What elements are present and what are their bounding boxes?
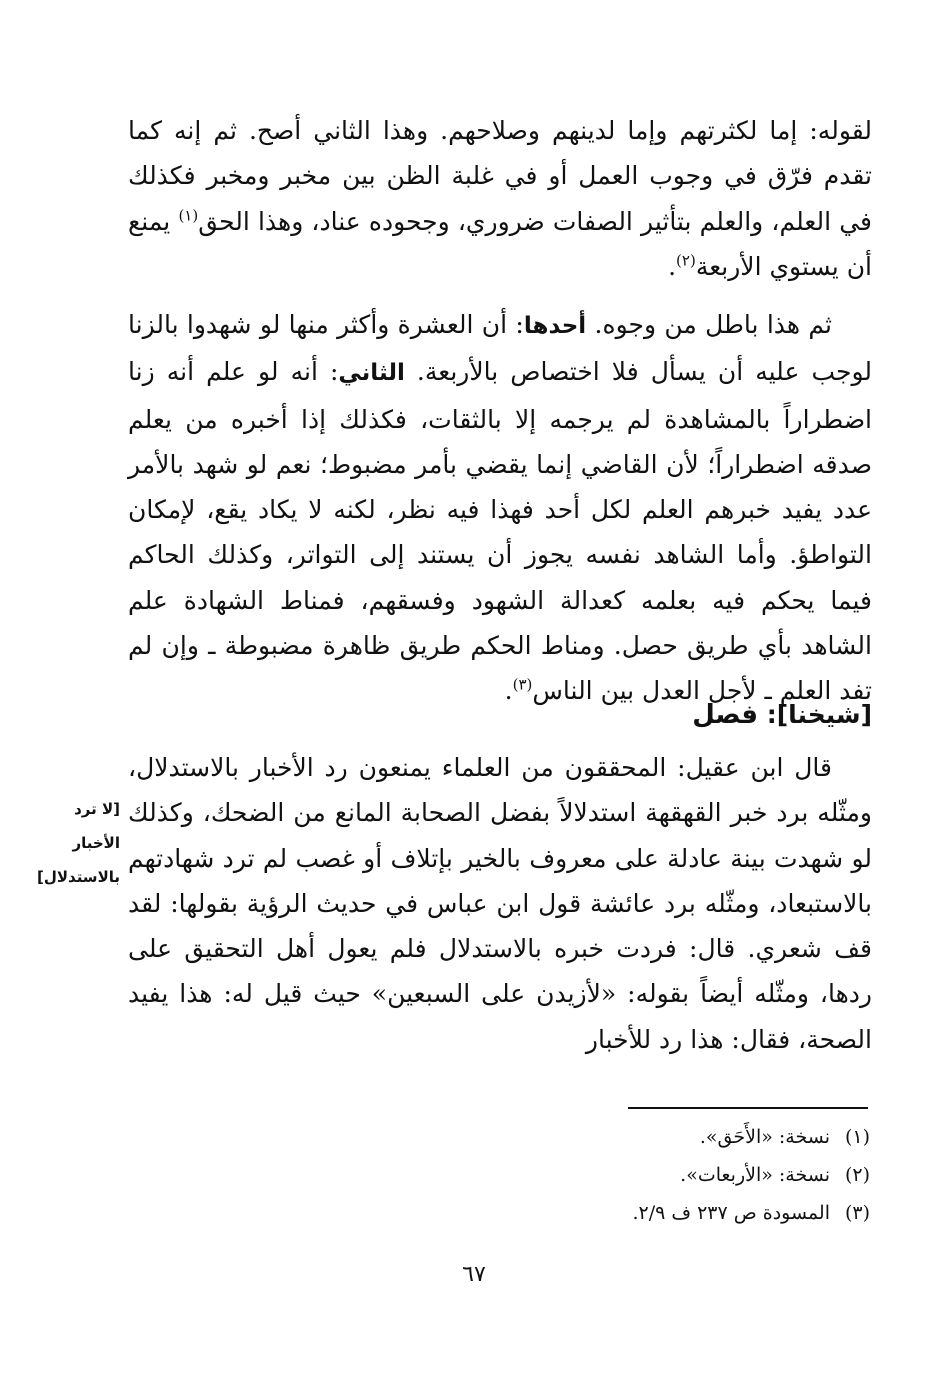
paragraph-1 [128,108,872,289]
margin-note-line-2: الأخبار [72,834,120,852]
footnote-marker-2: (٢) [676,251,696,270]
page-number: ٦٧ [462,1262,486,1287]
paragraph-2 [128,302,872,714]
footnote [170,1156,870,1194]
paragraph-1-text-a: لقوله: إما لكثرتهم وإما لدينهم وصلاحهم. وهذا الثاني أصح. ثم إنه كما تقدم فرّق في وجوب العمل أو في غلبة الظن بين مخبر ومخبر فكذلك في العلم، والعلم بتأثير الصفات ضروري، وجحوده عناد، وهذا الحق [128,116,872,236]
label-first: أحدها [523,313,587,339]
paragraph-3-text: قال ابن عقيل: المحققون من العلماء يمنعون رد الأخبار بالاستدلال، ومثّله برد خبر القهقهة استدلالاً بفضل الصحابة المانع من الضحك، وكذلك لو شهدت بينة عادلة على معروف بالخير بإتلاف أو غصب لم ترد شهادتهم بالاستبعاد، ومثّله برد عائشة قول ابن عباس في حديث الرؤية بقولها: لقد قف شعري. قال: فردت خبره بالاستدلال فلم يعول أهل التحقيق على ردها، ومثّله أيضاً بقوله: «لأزيدن على السبعين» حيث قيل له: هذا يفيد الصحة، فقال: هذا رد للأخبار [128,753,872,1054]
footnote [170,1194,870,1232]
footnotes [170,1118,870,1232]
footnote-marker-3: (٣) [512,676,533,695]
label-second: الثاني [338,360,405,387]
footnote-number: (٣) [844,1202,870,1224]
margin-note-line-1: [لا ترد [74,800,120,818]
heading-prefix: [شيخنا]: [758,700,872,729]
paragraph-1-text-b: يمنع أن يستوي الأربعة [128,206,872,281]
paragraph-3 [128,745,872,1062]
margin-note-line-3: بالاستدلال] [36,868,120,886]
footnote-marker-1: (١) [178,206,199,225]
footnote-text: نسخة: «الأربعات». [680,1164,830,1186]
section-heading [692,700,872,730]
paragraph-2-text-end: . [504,676,513,706]
footnote-number: (٢) [844,1164,870,1186]
footnote-separator [628,1107,868,1109]
paragraph-2-first-point: : أن العشرة وأكثر منها لو شهدوا بالزنا لوجب عليه أن يسأل فلا اختصاص بالأربعة. [128,310,872,387]
paragraph-2-intro: ثم هذا باطل من وجوه. [586,310,832,339]
paragraph-1-text-end: . [668,251,677,281]
heading-title: فصل [692,700,759,730]
paragraph-2-second-point: : أنه لو علم أنه زنا اضطراراً بالمشاهدة لم يرجمه إلا بالثقات، فكذلك إذا أخبره من يعلم صدقه اضطراراً؛ لأن القاضي إنما يقضي بأمر مضبوط؛ نعم لو شهد بالأمر عدد يفيد خبرهم العلم لكل أحد فهذا فيه نظر، لكنه لا يكاد يقع، لإمكان التواطؤ. وأما الشاهد نفسه يجوز أن يستند إلى التواتر، وكذلك الحاكم فيما يحكم فيه بعلمه كعدالة الشهود وفسقهم، فمناط الشهادة علم الشاهد بأي طريق حصل. ومناط الحكم طريق ظاهرة مضبوطة ـ وإن لم تفد العلم ـ لأجل العدل بين الناس [128,357,872,706]
footnote-number: (١) [844,1126,870,1148]
footnote-text: المسودة ص ٢٣٧ ف ٢/٩. [632,1202,830,1224]
margin-note [18,792,120,894]
footnote-text: نسخة: «الأَحَق». [699,1126,830,1148]
footnote [170,1118,870,1156]
